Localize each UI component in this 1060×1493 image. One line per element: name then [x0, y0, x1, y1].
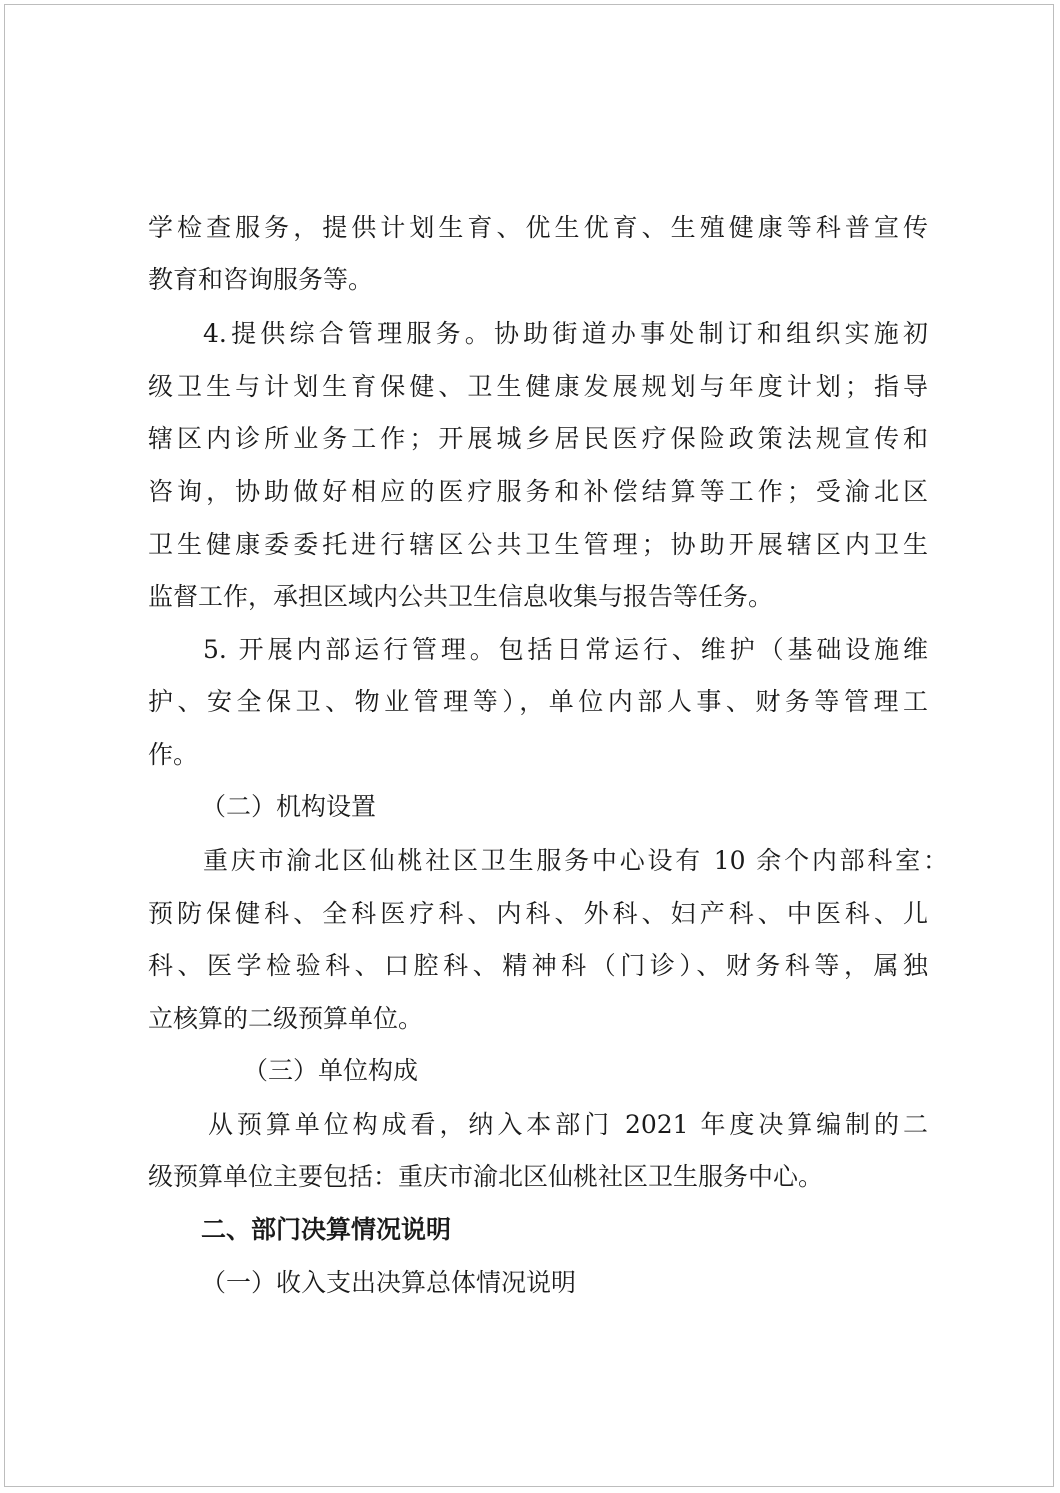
paragraph-line: 级预算单位主要包括：重庆市渝北区仙桃社区卫生服务中心。	[148, 1162, 824, 1191]
paragraph-line: 作。	[148, 740, 199, 769]
paragraph-line: 重庆市渝北区仙桃社区卫生服务中心设有 10 余个内部科室：	[203, 846, 948, 875]
paragraph-line: 辖区内诊所业务工作；开展城乡居民医疗保险政策法规宣传和	[148, 424, 928, 453]
chapter-heading: 二、部门决算情况说明	[201, 1215, 452, 1244]
section-heading: （二）机构设置	[201, 792, 377, 821]
paragraph-line: 卫生健康委委托进行辖区公共卫生管理；协助开展辖区内卫生	[148, 530, 928, 559]
paragraph-line: 5. 开展内部运行管理。包括日常运行、维护（基础设施维	[203, 635, 928, 664]
paragraph-line: 4.提供综合管理服务。协助街道办事处制订和组织实施初	[203, 319, 928, 348]
section-heading: （一）收入支出决算总体情况说明	[201, 1268, 577, 1297]
paragraph-line: 从预算单位构成看，纳入本部门 2021 年度决算编制的二	[208, 1110, 928, 1139]
paragraph-line: 立核算的二级预算单位。	[148, 1004, 424, 1033]
paragraph-line: 教育和咨询服务等。	[148, 265, 374, 294]
paragraph-line: 级卫生与计划生育保健、卫生健康发展规划与年度计划；指导	[148, 372, 928, 401]
section-heading: （三）单位构成	[243, 1056, 419, 1085]
paragraph-line: 护、安全保卫、物业管理等），单位内部人事、财务等管理工	[148, 687, 928, 716]
paragraph-line: 科、医学检验科、口腔科、精神科（门诊）、财务科等，属独	[148, 951, 928, 980]
document-page	[4, 4, 1054, 1487]
paragraph-line: 预防保健科、全科医疗科、内科、外科、妇产科、中医科、儿	[148, 899, 928, 928]
paragraph-line: 咨询，协助做好相应的医疗服务和补偿结算等工作；受渝北区	[148, 477, 928, 506]
paragraph-line: 学检查服务，提供计划生育、优生优育、生殖健康等科普宣传	[148, 213, 928, 242]
paragraph-line: 监督工作，承担区域内公共卫生信息收集与报告等任务。	[148, 582, 774, 611]
